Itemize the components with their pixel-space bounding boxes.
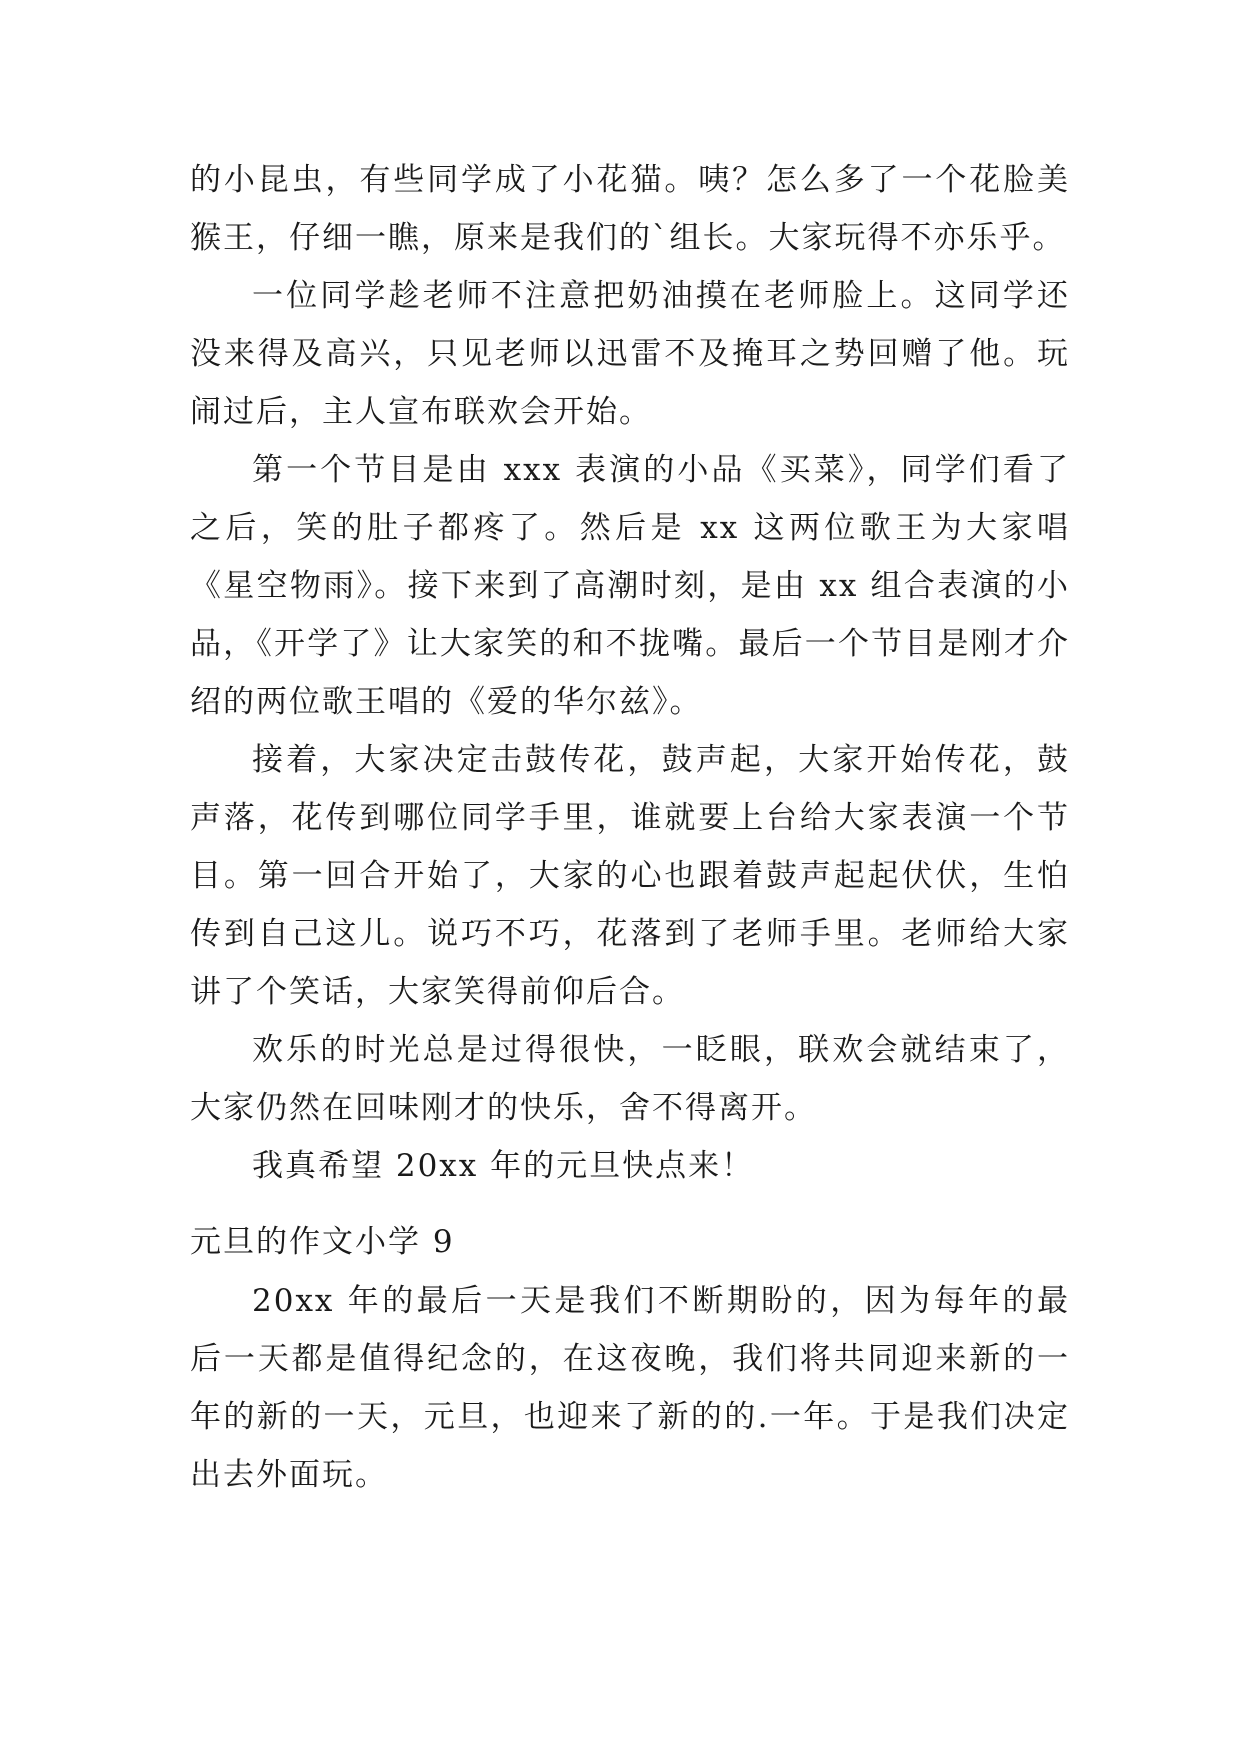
paragraph-1: 的小昆虫，有些同学成了小花猫。咦？怎么多了一个花脸美猴王，仔细一瞧，原来是我们的`组长。大家玩得不亦乐乎。 xyxy=(190,162,1070,256)
paragraph-2: 一位同学趁老师不注意把奶油摸在老师脸上。这同学还没来得及高兴，只见老师以迅雷不及掩耳之势回赠了他。玩闹过后，主人宣布联欢会开始。 xyxy=(190,278,1070,430)
body-text-top xyxy=(190,151,1070,1195)
body-text-bottom xyxy=(190,1272,1070,1504)
section-title: 元旦的作文小学 9 xyxy=(190,1224,455,1260)
paragraph-4: 接着，大家决定击鼓传花，鼓声起，大家开始传花，鼓声落，花传到哪位同学手里，谁就要上台给大家表演一个节目。第一回合开始了，大家的心也跟着鼓声起起伏伏，生怕传到自己这儿。说巧不巧，花落到了老师手里。老师给大家讲了个笑话，大家笑得前仰后合。 xyxy=(190,742,1070,1010)
paragraph-7: 20xx 年的最后一天是我们不断期盼的，因为每年的最后一天都是值得纪念的，在这夜晚，我们将共同迎来新的一年的新的一天，元旦，也迎来了新的的.一年。于是我们决定出去外面玩。 xyxy=(190,1283,1070,1493)
paragraph-5: 欢乐的时光总是过得很快，一眨眼，联欢会就结束了，大家仍然在回味刚才的快乐，舍不得离开。 xyxy=(190,1032,1070,1126)
paragraph-3: 第一个节目是由 xxx 表演的小品《买菜》，同学们看了之后，笑的肚子都疼了。然后是 xx 这两位歌王为大家唱《星空物雨》。接下来到了高潮时刻，是由 xx 组合表演的小品，《开学了》让大家笑的和不拢嘴。最后一个节目是刚才介绍的两位歌王唱的《爱的华尔兹》。 xyxy=(190,452,1070,720)
paragraph-6: 我真希望 20xx 年的元旦快点来！ xyxy=(252,1148,755,1184)
